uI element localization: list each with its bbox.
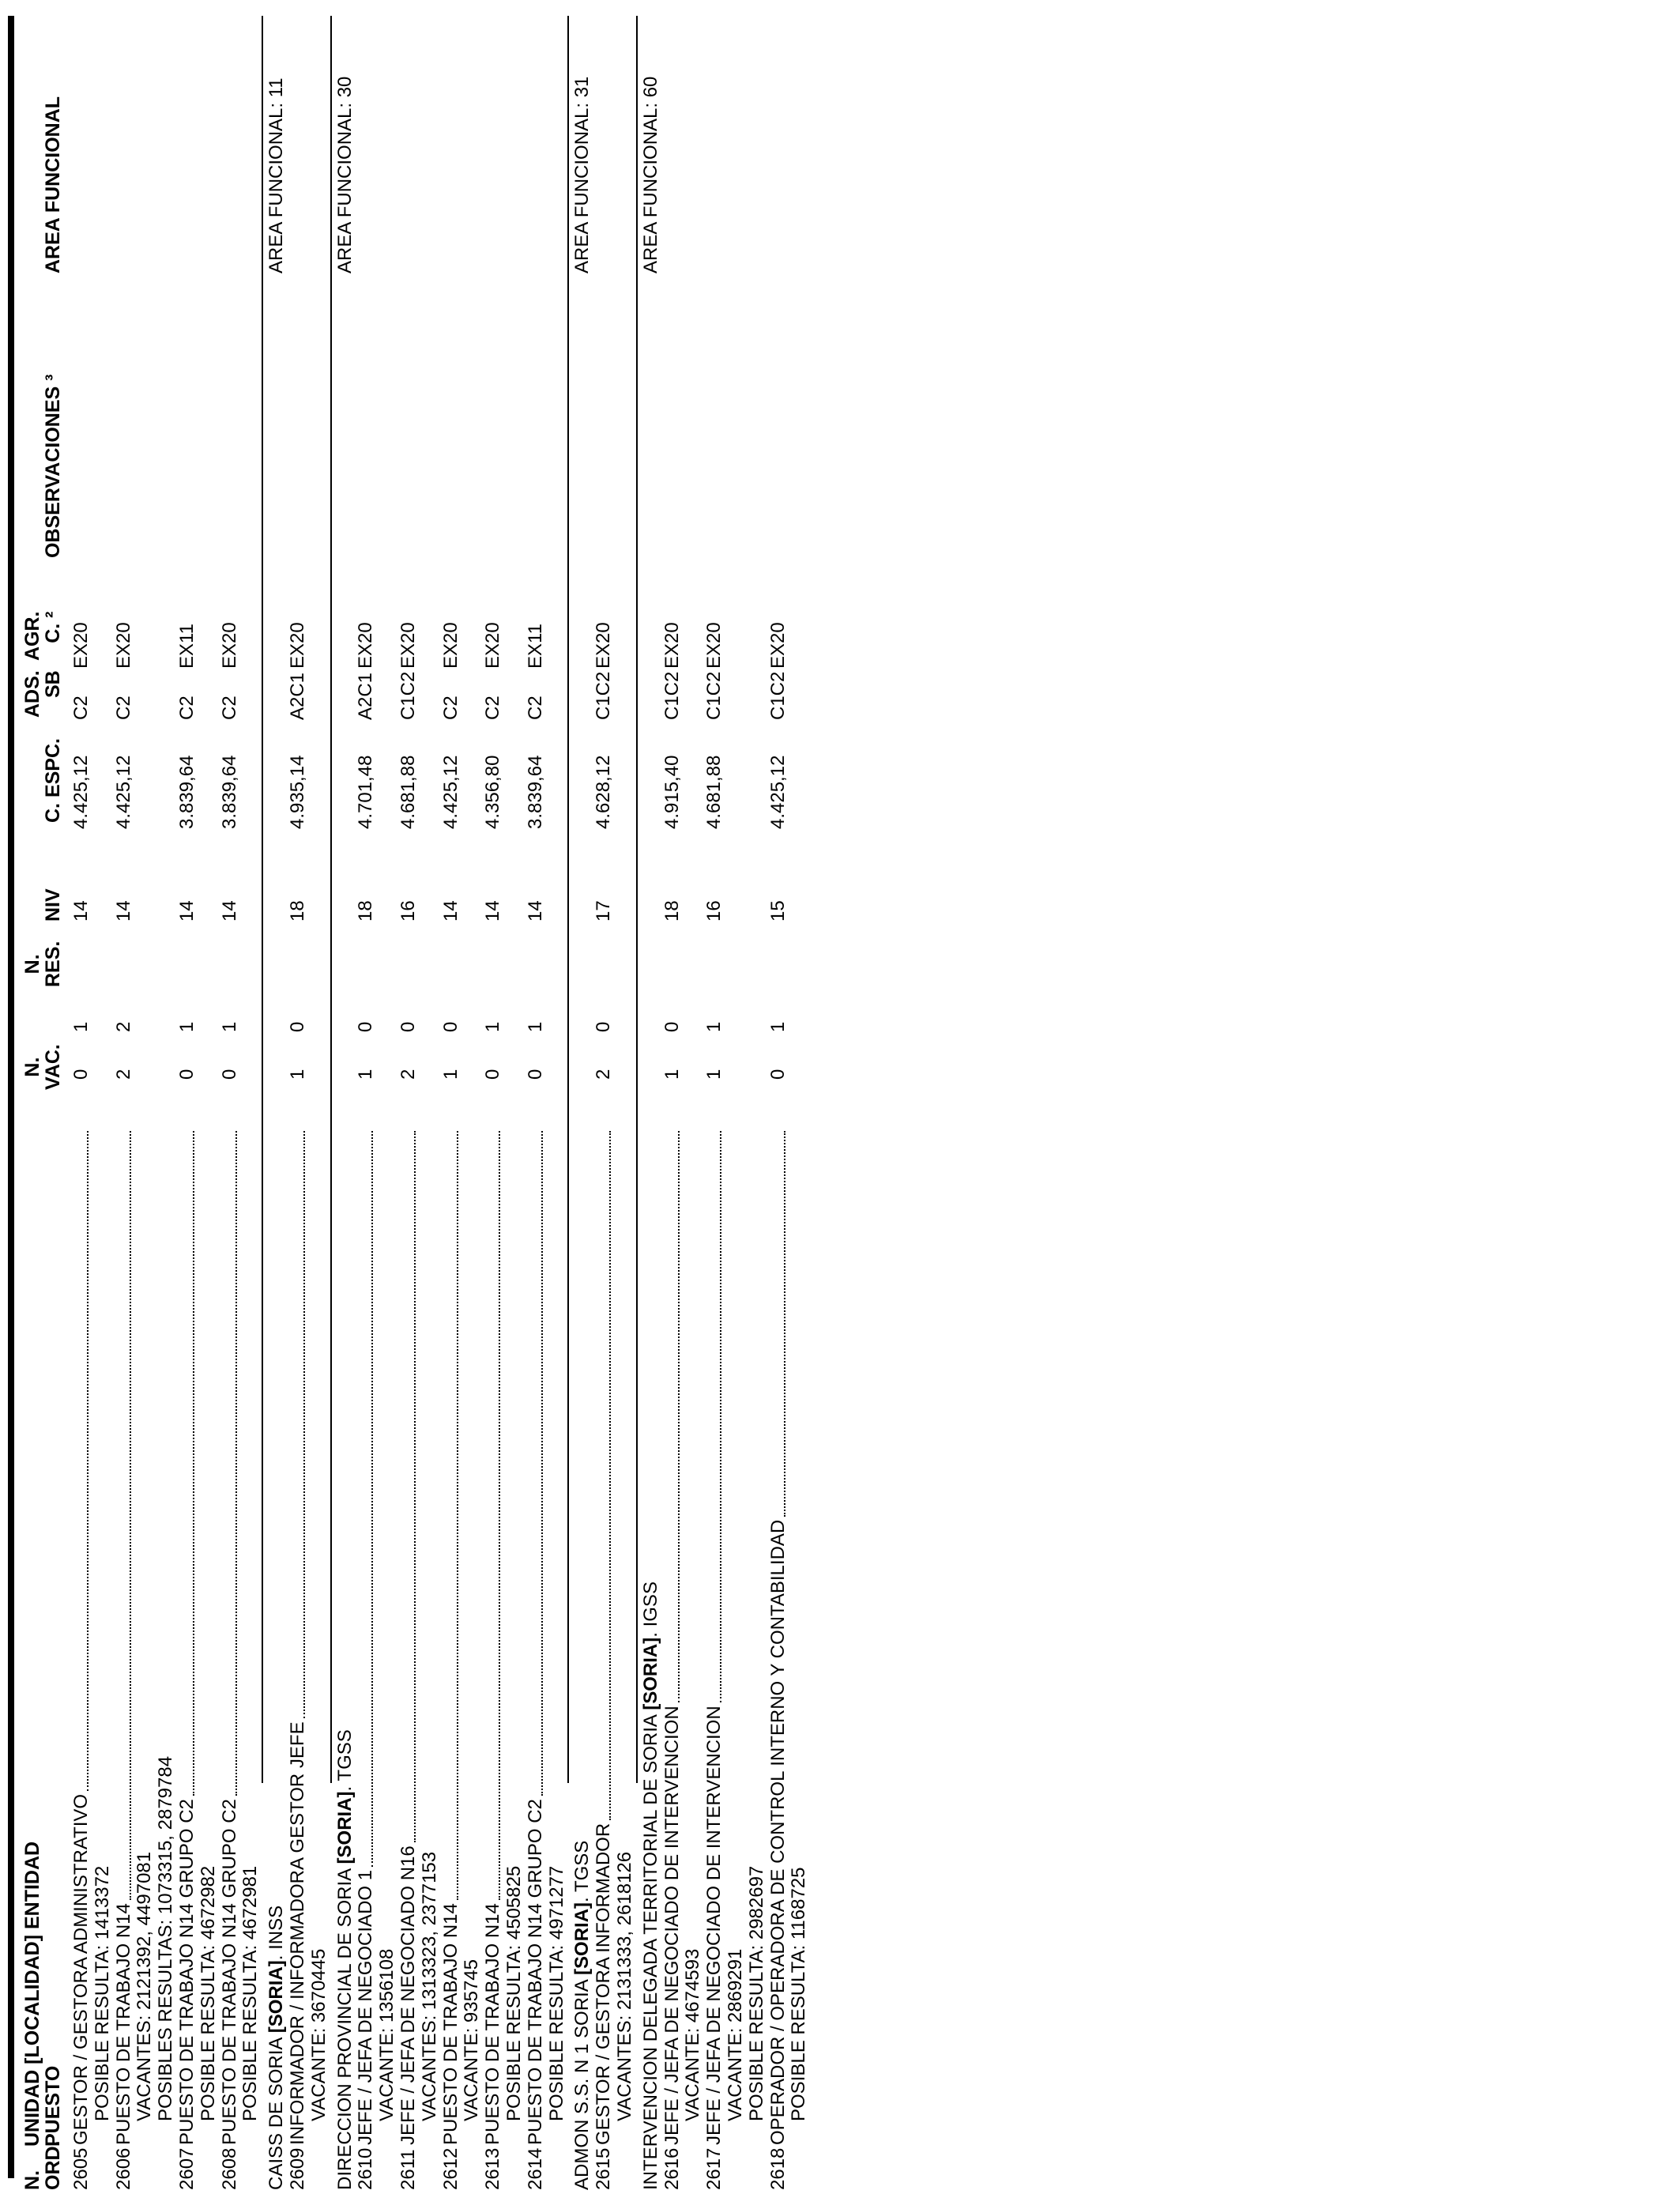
detail-text: VACANTE: 935745: [461, 1959, 483, 2121]
puesto-label: GESTOR / GESTORA INFORMADOR: [593, 1823, 615, 2145]
header-n-res-line2: RES.: [42, 941, 64, 987]
agr-c-value: EX20: [397, 622, 419, 669]
detail-text: VACANTES: 1313323, 2377153: [418, 1851, 440, 2121]
puesto-label: PUESTO DE TRABAJO N14 GRUPO C2: [176, 1799, 198, 2145]
ads-sb-value: C2: [176, 696, 198, 720]
niv-value: 14: [524, 900, 546, 922]
niv-value: 14: [176, 900, 198, 922]
detail-text: POSIBLE RESULTA: 4672982: [197, 1865, 219, 2121]
n-res-value: 0: [593, 1021, 615, 1032]
ads-sb-value: C2: [218, 696, 240, 720]
table-row: [481, 0, 505, 2194]
unit-header-row: [639, 0, 663, 2194]
unit-header-row: [571, 0, 594, 2194]
row-number: 2615: [593, 2147, 615, 2190]
n-vac-value: 1: [439, 1069, 461, 1080]
header-c-espc: C. ESPC.: [42, 738, 64, 823]
detail-text: VACANTE: 3670445: [307, 1948, 330, 2121]
detail-text: VACANTE: 4674593: [682, 1948, 704, 2121]
agr-c-value: EX11: [176, 624, 198, 669]
c-espc-value: 4.935,14: [287, 755, 308, 829]
c-espc-value: 3.839,64: [176, 755, 198, 829]
detail-row: [724, 0, 748, 2194]
n-res-value: 1: [176, 1021, 198, 1032]
puesto-label: PUESTO DE TRABAJO N14 GRUPO C2: [218, 1799, 240, 2145]
ads-sb-value: C1C2: [703, 671, 725, 720]
unit-name: INTERVENCION DELEGADA TERRITORIAL DE SORIA: [639, 1710, 661, 2190]
niv-value: 18: [287, 900, 308, 922]
n-vac-value: 2: [112, 1069, 134, 1080]
n-vac-value: 2: [397, 1069, 419, 1080]
agr-c-value: EX20: [661, 622, 683, 669]
ads-sb-value: A2C1: [355, 672, 377, 720]
n-vac-value: 2: [593, 1069, 615, 1080]
row-number: 2613: [482, 2147, 504, 2190]
c-espc-value: 4.356,80: [482, 755, 504, 829]
header-agr-line2: C. ²: [42, 611, 64, 643]
header-n-vac-line2: VAC.: [42, 1044, 64, 1090]
row-number: 2616: [661, 2147, 683, 2190]
dot-leader: [371, 1131, 373, 1867]
header-ads-line1: ADS.: [21, 670, 43, 718]
n-res-value: 1: [482, 1021, 504, 1032]
ads-sb-value: C2: [112, 696, 134, 720]
table-row: [661, 0, 684, 2194]
unit-locality: [SORIA]: [333, 1791, 356, 1864]
niv-value: 18: [355, 900, 377, 922]
c-espc-value: 3.839,64: [524, 755, 546, 829]
row-number: 2612: [439, 2147, 461, 2190]
row-number: 2607: [176, 2147, 198, 2190]
table-row: [112, 0, 136, 2194]
table-row: [354, 0, 378, 2194]
header-n-ord: [22, 2141, 63, 2191]
n-res-value: 1: [524, 1021, 546, 1032]
dot-leader: [678, 1131, 680, 1702]
niv-value: 15: [767, 900, 789, 922]
agr-c-value: EX20: [218, 622, 240, 669]
unit-name: CAISS DE SORIA: [266, 2033, 288, 2190]
dot-leader: [457, 1131, 458, 1900]
n-res-value: 2: [112, 1021, 134, 1032]
n-res-value: 1: [218, 1021, 240, 1032]
agr-c-value: EX20: [482, 622, 504, 669]
puesto-label: PUESTO DE TRABAJO N14: [482, 1903, 504, 2145]
area-funcional: AREA FUNCIONAL: 11: [266, 77, 288, 273]
detail-text: POSIBLE RESULTA: 4505825: [503, 1865, 525, 2121]
unit-title: [333, 1729, 357, 2190]
row-number: 2610: [355, 2147, 377, 2190]
dot-leader: [784, 1131, 785, 1517]
row-number: 2606: [112, 2147, 134, 2190]
n-res-value: 1: [70, 1021, 92, 1032]
ads-sb-value: C1C2: [767, 671, 789, 720]
header-unidad: [22, 1842, 63, 2147]
c-espc-value: 3.839,64: [218, 755, 240, 829]
detail-row: [681, 0, 705, 2194]
puesto-label: OPERADOR / OPERADORA DE CONTROL INTERNO Y CONTABILIDAD: [767, 1519, 789, 2145]
header-n-ord-line1: N.: [21, 2170, 43, 2190]
row-number: 2608: [218, 2147, 240, 2190]
header-ads-line2: SB: [42, 670, 64, 698]
row-number: 2611: [397, 2149, 419, 2190]
n-vac-value: 0: [482, 1069, 504, 1080]
puesto-label: JEFE / JEFA DE NEGOCIADO DE INTERVENCION: [703, 1706, 725, 2145]
detail-text: POSIBLES RESULTAS: 1073315, 2879784: [155, 1755, 177, 2121]
puesto-label: JEFE / JEFA DE NEGOCIADO DE INTERVENCION: [661, 1706, 683, 2145]
c-espc-value: 4.628,12: [593, 755, 615, 829]
dot-leader: [609, 1131, 611, 1820]
header-unidad-line2: PUESTO: [42, 2065, 64, 2147]
table-row: [397, 0, 420, 2194]
c-espc-value: 4.425,12: [70, 755, 92, 829]
c-espc-value: 4.681,88: [703, 755, 725, 829]
niv-value: 14: [112, 900, 134, 922]
detail-text: POSIBLE RESULTA: 1168725: [788, 1867, 810, 2121]
detail-row: [307, 0, 331, 2194]
n-vac-value: 1: [287, 1069, 308, 1080]
agr-c-value: EX20: [767, 622, 789, 669]
row-number: 2609: [287, 2147, 308, 2190]
ads-sb-value: C1C2: [397, 671, 419, 720]
table-row: [218, 0, 242, 2194]
row-number: 2605: [70, 2147, 92, 2190]
unit-entity: . TGSS: [333, 1729, 356, 1792]
c-espc-value: 4.425,12: [767, 755, 789, 829]
header-observaciones: OBSERVACIONES ³: [42, 374, 64, 558]
unit-header-row: [333, 0, 357, 2194]
detail-text: VACANTES: 2131333, 2618126: [614, 1851, 635, 2121]
table-row: [175, 0, 199, 2194]
detail-row: [133, 0, 156, 2194]
row-number: 2618: [767, 2147, 789, 2190]
dot-leader: [87, 1131, 89, 1791]
dot-leader: [235, 1131, 237, 1796]
table-row: [70, 0, 93, 2194]
n-vac-value: 0: [176, 1069, 198, 1080]
n-vac-value: 1: [703, 1069, 725, 1080]
unit-locality: [SORIA]: [266, 1960, 288, 2034]
detail-text: VACANTE: 1356108: [376, 1948, 398, 2121]
dot-leader: [130, 1131, 131, 1900]
puesto-label: PUESTO DE TRABAJO N14: [439, 1903, 461, 2145]
unit-name: DIRECCION PROVINCIAL DE SORIA: [333, 1864, 356, 2190]
table-row: [767, 0, 790, 2194]
detail-row: [239, 0, 262, 2194]
unit-locality: [SORIA]: [571, 1902, 593, 1975]
unit-name: ADMON S.S. N 1 SORIA: [571, 1974, 593, 2190]
n-res-value: 0: [355, 1021, 377, 1032]
area-funcional: AREA FUNCIONAL: 30: [333, 76, 356, 273]
detail-row: [545, 0, 569, 2194]
unit-header-row: [265, 0, 288, 2194]
detail-text: POSIBLE RESULTA: 4971277: [545, 1865, 567, 2121]
table-row: [286, 0, 310, 2194]
area-funcional: AREA FUNCIONAL: 31: [571, 76, 593, 273]
ads-sb-value: C2: [70, 696, 92, 720]
c-espc-value: 4.425,12: [439, 755, 461, 829]
n-vac-value: 1: [661, 1069, 683, 1080]
n-vac-value: 0: [70, 1069, 92, 1080]
ads-sb-value: C1C2: [593, 671, 615, 720]
n-res-value: 0: [287, 1021, 308, 1032]
row-number: 2617: [703, 2147, 725, 2190]
niv-value: 14: [482, 900, 504, 922]
c-espc-value: 4.701,48: [355, 755, 377, 829]
c-espc-value: 4.425,12: [112, 755, 134, 829]
unit-entity: . TGSS: [571, 1840, 593, 1902]
agr-c-value: EX11: [524, 624, 546, 669]
niv-value: 16: [397, 900, 419, 922]
ads-sb-value: C2: [439, 696, 461, 720]
detail-row: [787, 0, 811, 2194]
dot-leader: [414, 1131, 416, 1842]
table-row: [592, 0, 616, 2194]
agr-c-value: EX20: [703, 622, 725, 669]
header-n-vac-line1: N.: [21, 1057, 43, 1077]
detail-row: [154, 0, 178, 2194]
puesto-label: JEFE / JEFA DE NEGOCIADO N16: [397, 1845, 419, 2145]
dot-leader: [303, 1131, 305, 1718]
unit-locality: [SORIA]: [639, 1637, 661, 1710]
puesto-label: JEFE / JEFA DE NEGOCIADO 1: [355, 1869, 377, 2145]
n-res-value: 1: [703, 1021, 725, 1032]
header-agr-line1: AGR.: [21, 611, 43, 661]
n-vac-value: 0: [218, 1069, 240, 1080]
ads-sb-value: A2C1: [287, 672, 308, 720]
detail-row: [91, 0, 115, 2194]
niv-value: 18: [661, 900, 683, 922]
agr-c-value: EX20: [70, 622, 92, 669]
detail-row: [375, 0, 399, 2194]
detail-row: [613, 0, 637, 2194]
agr-c-value: EX20: [355, 622, 377, 669]
area-funcional: AREA FUNCIONAL: 60: [639, 76, 661, 273]
header-n-vac: [22, 1044, 63, 1090]
table-row: [703, 0, 726, 2194]
detail-text: POSIBLE RESULTA: 1413372: [91, 1865, 113, 2121]
dot-leader: [541, 1131, 543, 1796]
unit-entity: . IGSS: [639, 1581, 661, 1638]
header-ads: [22, 670, 63, 718]
niv-value: 17: [593, 900, 615, 922]
puesto-label: PUESTO DE TRABAJO N14 GRUPO C2: [524, 1799, 546, 2145]
agr-c-value: EX20: [112, 622, 134, 669]
header-agr: [22, 612, 63, 662]
detail-row: [503, 0, 526, 2194]
n-vac-value: 1: [355, 1069, 377, 1080]
c-espc-value: 4.681,88: [397, 755, 419, 829]
ads-sb-value: C2: [482, 696, 504, 720]
detail-row: [745, 0, 769, 2194]
unit-separator: [330, 16, 332, 1783]
agr-c-value: EX20: [287, 622, 308, 669]
n-res-value: 0: [661, 1021, 683, 1032]
table-row: [524, 0, 548, 2194]
n-res-value: 0: [439, 1021, 461, 1032]
header-niv: NIV: [42, 888, 64, 922]
table-row: [439, 0, 463, 2194]
unit-title: [571, 1841, 594, 2190]
detail-text: POSIBLE RESULTA: 2982697: [745, 1865, 767, 2121]
detail-row: [418, 0, 442, 2194]
detail-text: VACANTE: 2869291: [725, 1948, 746, 2121]
puesto-label: INFORMADOR / INFORMADORA GESTOR JEFE: [287, 1721, 308, 2145]
unit-separator: [262, 16, 263, 1783]
n-res-value: 1: [767, 1021, 789, 1032]
header-n-res: [22, 941, 63, 987]
header-n-res-line1: N.: [21, 954, 43, 974]
row-number: 2614: [524, 2147, 546, 2190]
niv-value: 14: [218, 900, 240, 922]
detail-row: [197, 0, 220, 2194]
niv-value: 16: [703, 900, 725, 922]
header-n-ord-line2: ORD.: [42, 2140, 64, 2190]
n-res-value: 0: [397, 1021, 419, 1032]
dot-leader: [720, 1131, 721, 1702]
ads-sb-value: C1C2: [661, 671, 683, 720]
unit-separator: [567, 16, 569, 1783]
unit-separator: [636, 16, 638, 1783]
header-area-funcional: AREA FUNCIONAL: [42, 96, 64, 273]
unit-title: [639, 1581, 663, 2190]
niv-value: 14: [70, 900, 92, 922]
unit-entity: . INSS: [266, 1905, 288, 1961]
agr-c-value: EX20: [439, 622, 461, 669]
detail-text: POSIBLE RESULTA: 4672981: [239, 1865, 262, 2121]
agr-c-value: EX20: [593, 622, 615, 669]
dot-leader: [193, 1131, 194, 1796]
c-espc-value: 4.915,40: [661, 755, 683, 829]
ads-sb-value: C2: [524, 696, 546, 720]
dot-leader: [499, 1131, 500, 1900]
niv-value: 14: [439, 900, 461, 922]
n-vac-value: 0: [524, 1069, 546, 1080]
detail-row: [460, 0, 484, 2194]
header-unidad-line1: UNIDAD [LOCALIDAD] ENTIDAD: [21, 1841, 43, 2147]
unit-title: [265, 1906, 288, 2190]
puesto-label: GESTOR / GESTORA ADMINISTRATIVO: [70, 1793, 92, 2145]
detail-text: VACANTES: 2121392, 4497081: [134, 1851, 156, 2121]
puesto-label: PUESTO DE TRABAJO N14: [112, 1903, 134, 2145]
header-rule: [8, 16, 14, 2178]
n-vac-value: 0: [767, 1069, 789, 1080]
